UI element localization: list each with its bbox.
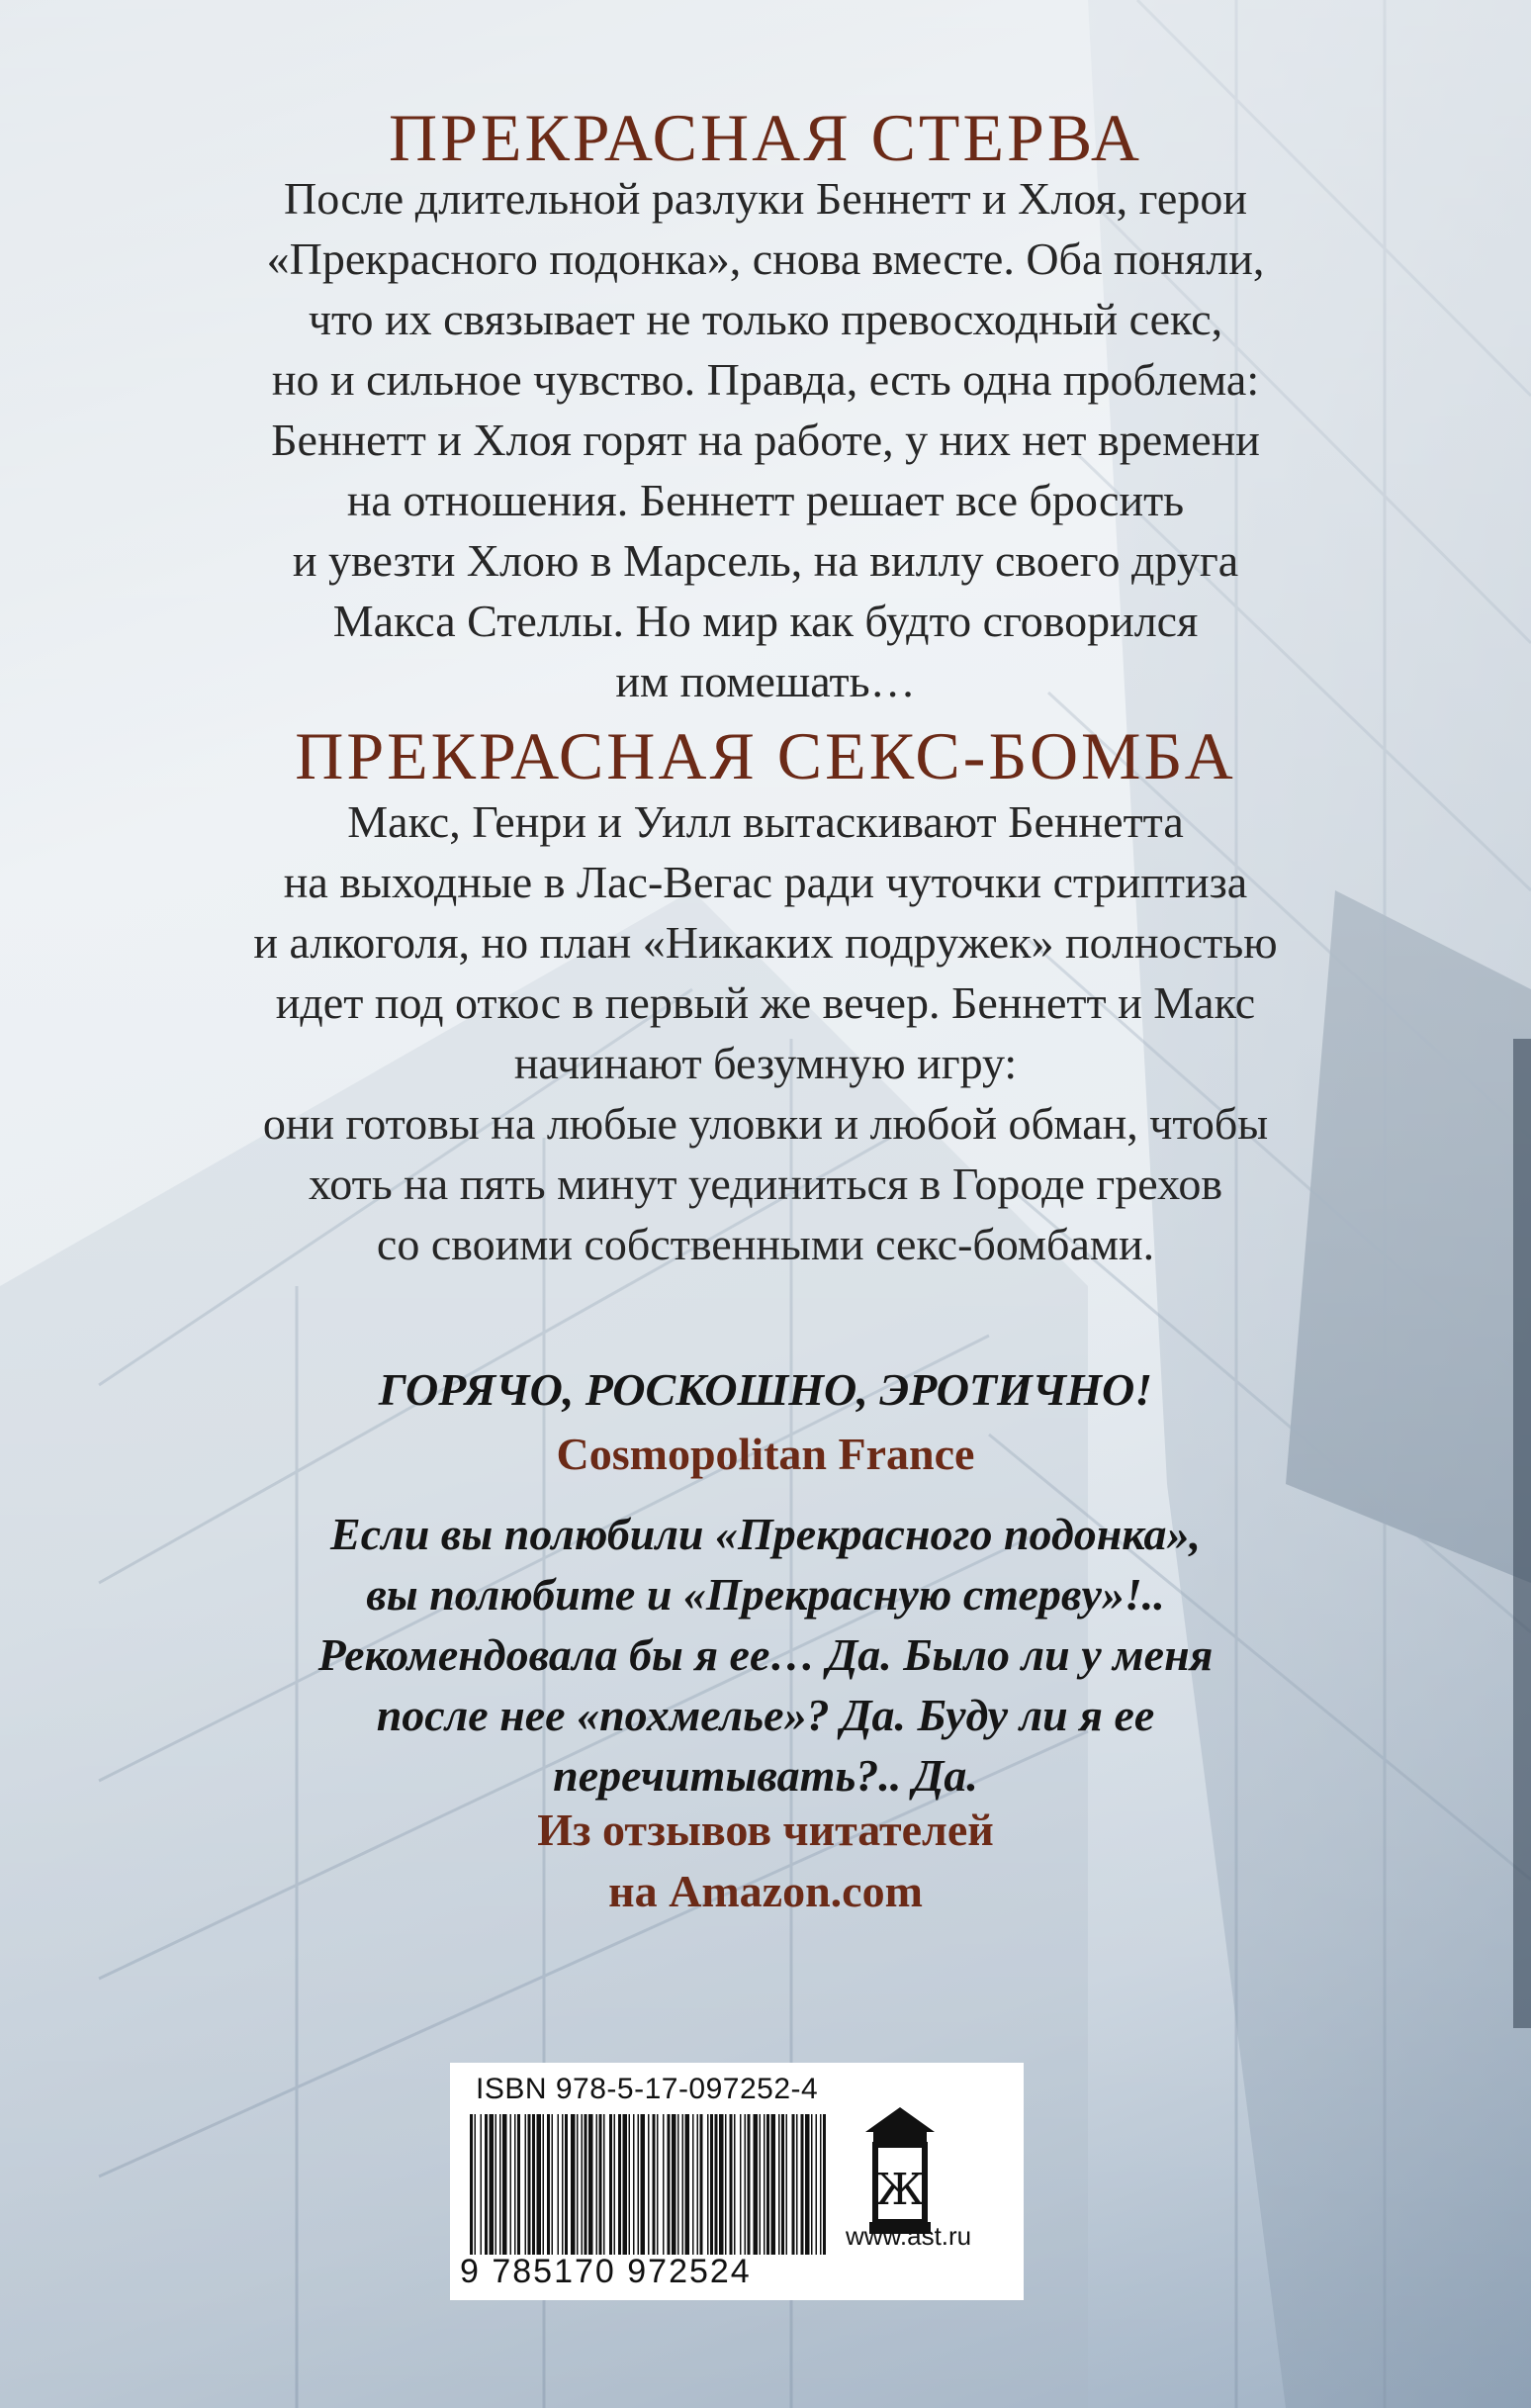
section1-line: им помешать…	[615, 656, 916, 706]
section2-line: хоть на пять минут уединиться в Городе грехов	[308, 1158, 1223, 1209]
section1-line: Макса Стеллы. Но мир как будто сговорился	[332, 596, 1199, 646]
section1-line: что их связывает не только превосходный секс,	[308, 294, 1223, 344]
isbn-label: ISBN 978-5-17-097252-4	[476, 2073, 819, 2105]
section1-line: но и сильное чувство. Правда, есть одна проблема:	[271, 354, 1260, 405]
review-source-line1: Из отзывов читателей	[537, 1805, 994, 1855]
review-source-line2: на Amazon.com	[608, 1866, 923, 1916]
section2-line: со своими собственными секс-бомбами.	[376, 1219, 1155, 1269]
section1-title: ПРЕКРАСНАЯ СТЕРВА	[388, 100, 1142, 175]
quote-line: после нее «похмелье»? Да. Буду ли я ее	[376, 1690, 1155, 1740]
section1-line: «Прекрасного подонка», снова вместе. Оба поняли,	[266, 233, 1265, 284]
barcode-bars	[470, 2114, 826, 2255]
quote-line: перечитывать?.. Да.	[553, 1750, 978, 1801]
lantern-logo-icon	[865, 2107, 935, 2236]
section1-text	[99, 168, 1432, 711]
section1-line: Беннетт и Хлоя горят на работе, у них нет времени	[271, 415, 1260, 465]
review-source-cosmopolitan: Cosmopolitan France	[556, 1429, 975, 1479]
quote-line: Если вы полюбили «Прекрасного подонка»,	[330, 1509, 1201, 1559]
section1-line: и увезти Хлою в Марсель, на виллу своего друга	[292, 535, 1239, 586]
section2-line: Макс, Генри и Уилл вытаскивают Беннетта	[347, 796, 1184, 847]
section2-line: они готовы на любые уловки и любой обман, чтобы	[262, 1098, 1269, 1149]
barcode-digits: 9 785170 972524	[460, 2253, 752, 2290]
logo-letter: Ж	[875, 2165, 925, 2215]
quote-line: вы полюбите и «Прекрасную стерву»!..	[366, 1569, 1165, 1620]
quote-line: Рекомендовала бы я ее… Да. Было ли у меня	[317, 1629, 1214, 1680]
section2-text	[99, 791, 1432, 1274]
reader-quote	[99, 1504, 1432, 1806]
review-tagline: ГОРЯЧО, РОСКОШНО, ЭРОТИЧНО!	[378, 1364, 1153, 1415]
publisher-url: www.ast.ru	[846, 2221, 972, 2251]
section2-line: идет под откос в первый же вечер. Беннетт и Макс	[275, 977, 1256, 1028]
section1-line: на отношения. Беннетт решает все бросить	[346, 475, 1185, 525]
section2-line: начинают безумную игру:	[513, 1038, 1018, 1088]
section1-line: После длительной разлуки Беннетт и Хлоя, герои	[284, 173, 1247, 224]
section2-title: ПРЕКРАСНАЯ СЕКС-БОМБА	[295, 718, 1236, 793]
barcode-block	[450, 2063, 1024, 2300]
section2-line: и алкоголя, но план «Никаких подружек» полностью	[253, 917, 1278, 968]
section2-line: на выходные в Лас-Вегас ради чуточки стриптиза	[283, 857, 1248, 907]
